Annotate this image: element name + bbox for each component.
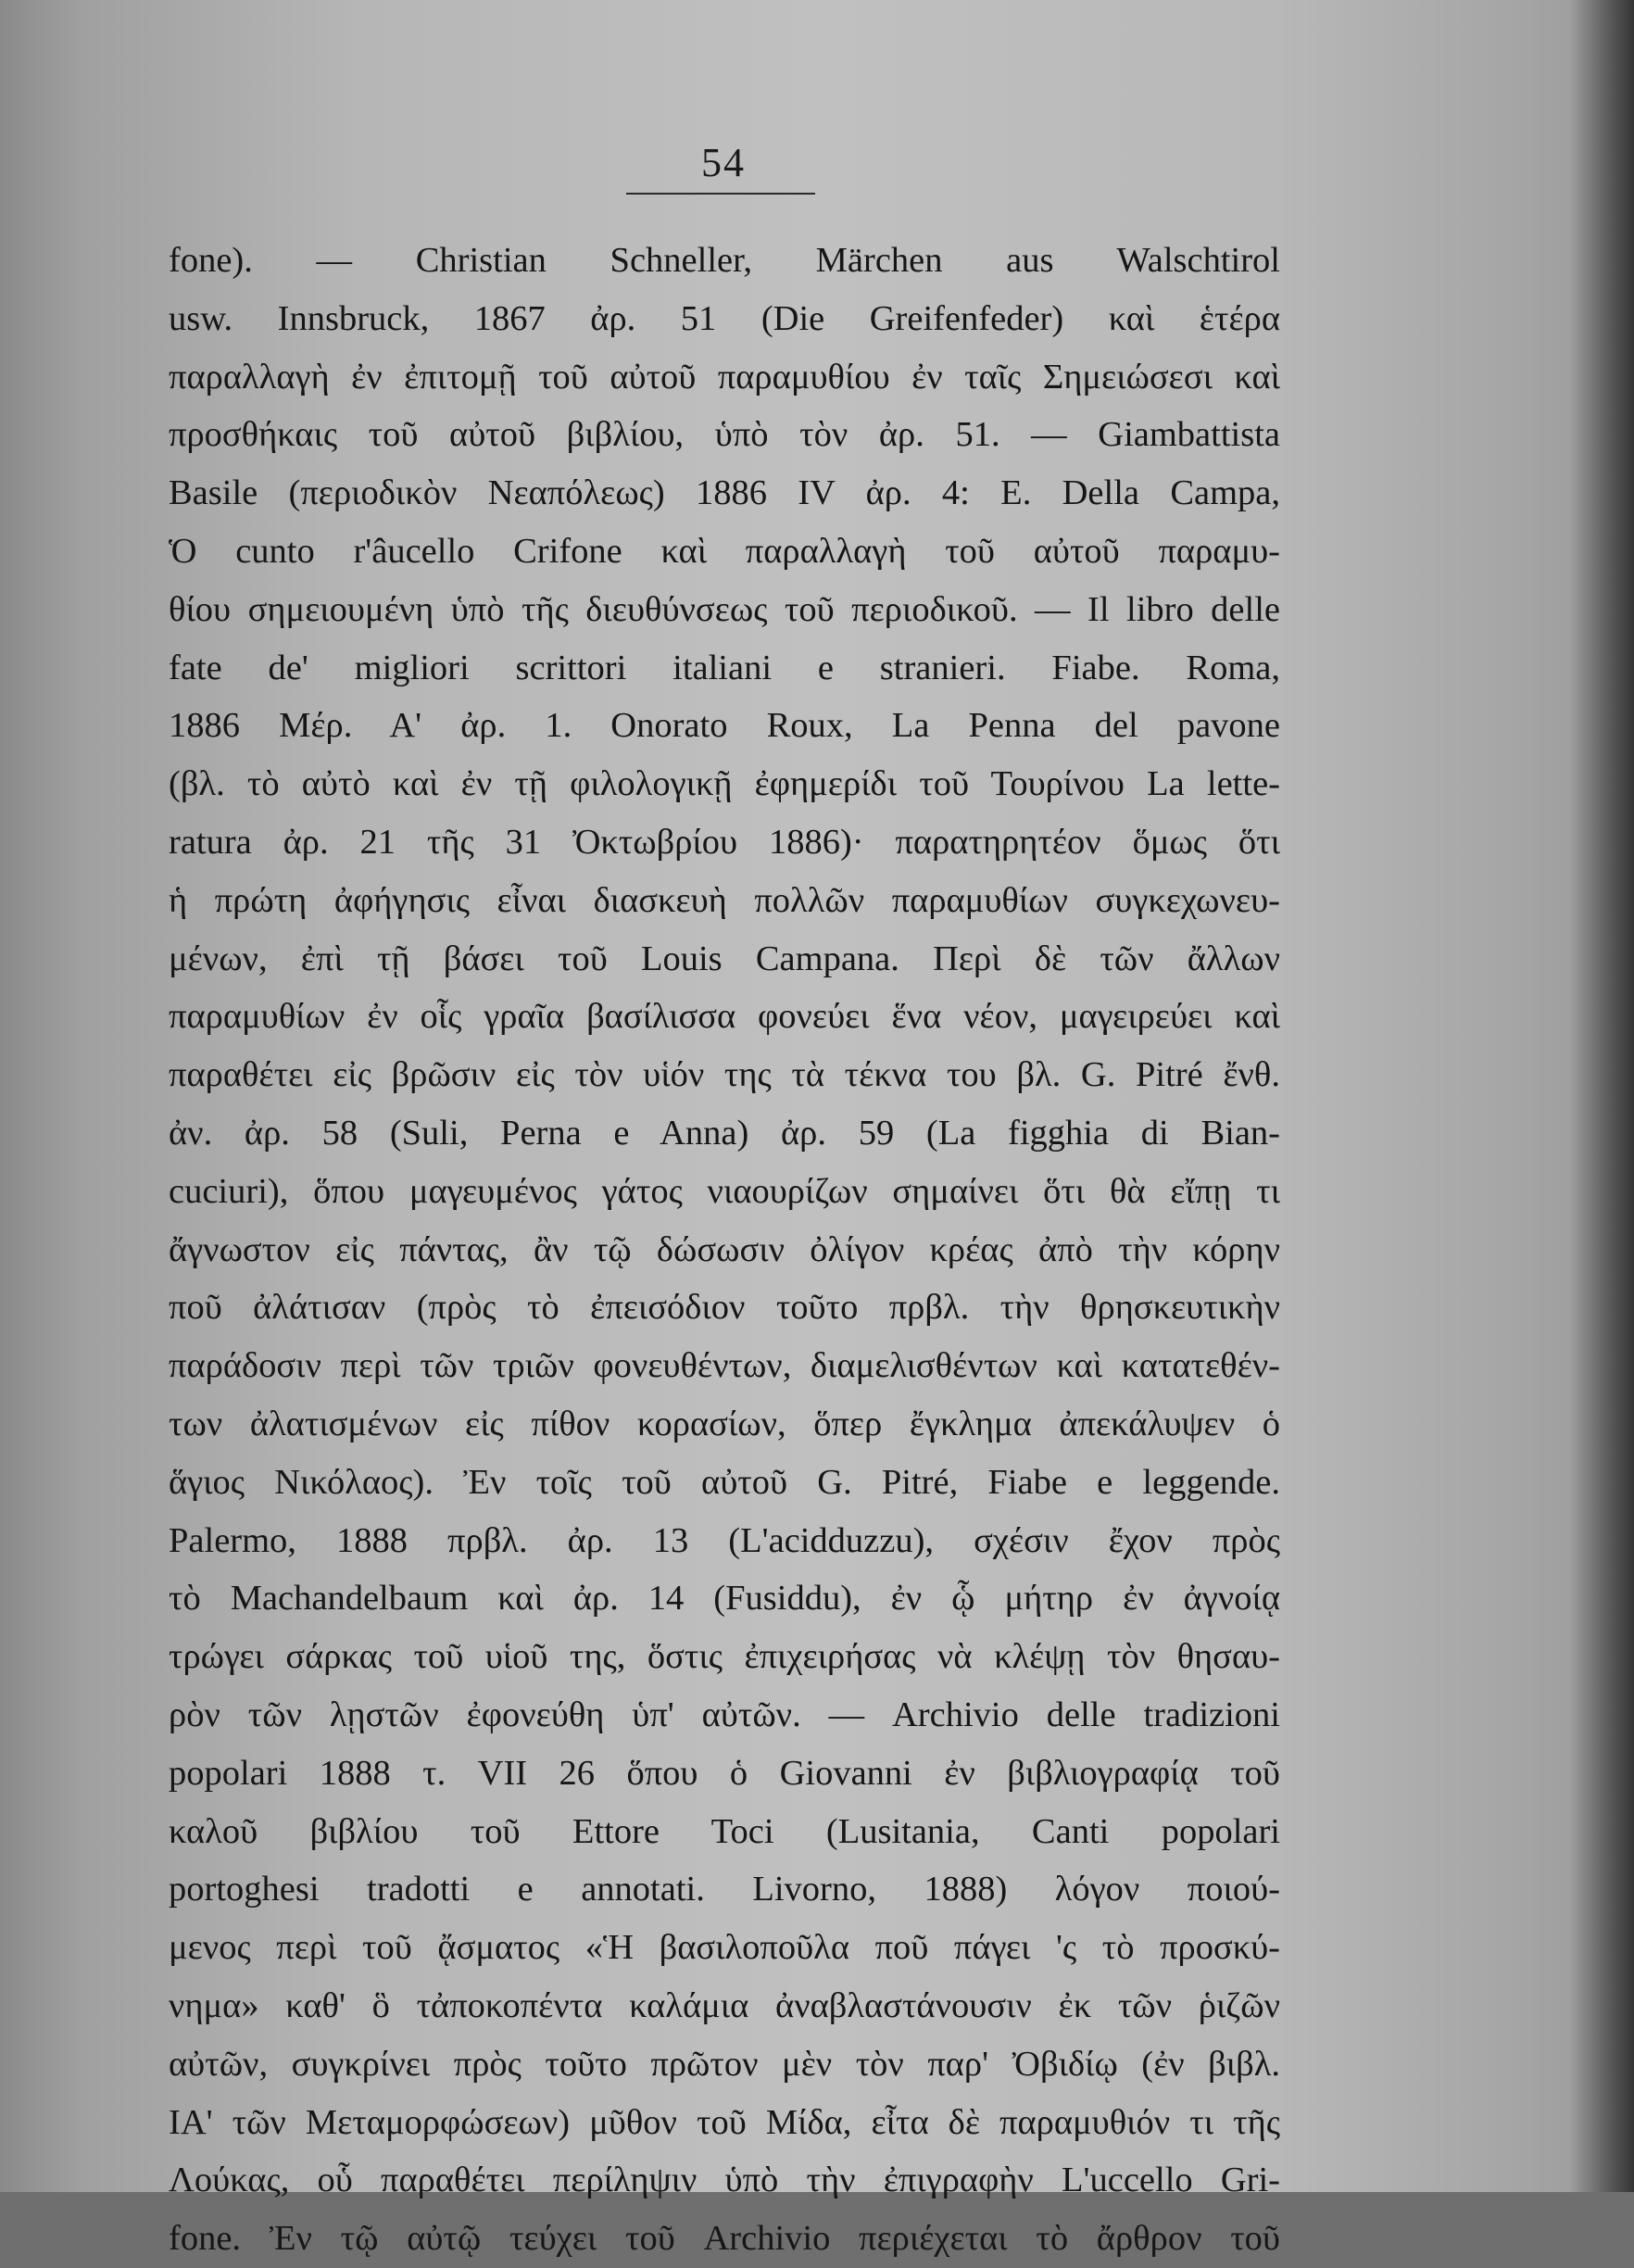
text-line: των ἀλατισμένων εἰς πίθον κορασίων, ὅπερ ἔγκλημα ἀπεκάλυψεν ὁ	[169, 1404, 1280, 1443]
text-line: ἀν. ἀρ. 58 (Suli, Perna e Anna) ἀρ. 59 (La figghia di Bian-	[169, 1113, 1280, 1153]
text-line: usw. Innsbruck, 1867 ἀρ. 51 (Die Greifenfeder) καὶ ἑτέρα	[169, 298, 1280, 338]
text-line: Basile (περιοδικὸν Νεαπόλεως) 1886 IV ἀρ. 4: E. Della Campa,	[169, 473, 1280, 513]
text-line: Ὁ cunto r'âucello Crifone καὶ παραλλαγὴ τοῦ αὐτοῦ παραμυ-	[169, 531, 1280, 571]
text-line: νημα» καθ' ὃ τἀποκοπέντα καλάμια ἀναβλαστάνουσιν ἐκ τῶν ῥιζῶν	[169, 1985, 1280, 2025]
text-line: fone). — Christian Schneller, Märchen aus Walschtirol	[169, 241, 1280, 280]
text-line: μένων, ἐπὶ τῇ βάσει τοῦ Louis Campana. Περὶ δὲ τῶν ἄλλων	[169, 939, 1280, 978]
text-line: παράδοσιν περὶ τῶν τριῶν φονευθέντων, διαμελισθέντων καὶ κατατεθέν-	[169, 1346, 1280, 1386]
page-number: 54	[701, 140, 746, 185]
text-line: fate de' migliori scrittori italiani e stranieri. Fiabe. Roma,	[169, 648, 1280, 687]
text-line: ΙΑ' τῶν Μεταμορφώσεων) μῦθον τοῦ Μίδα, εἶτα δὲ παραμυθιόν τι τῆς	[169, 2102, 1280, 2142]
text-line: popolari 1888 τ. VII 26 ὅπου ὁ Giovanni ἐν βιβλιογραφίᾳ τοῦ	[169, 1753, 1280, 1793]
text-line: παραμυθίων ἐν οἷς γραῖα βασίλισσα φονεύει ἕνα νέον, μαγειρεύει καὶ	[169, 997, 1280, 1037]
text-line: αὐτῶν, συγκρίνει πρὸς τοῦτο πρῶτον μὲν τὸν παρ' Ὀβιδίῳ (ἐν βιβλ.	[169, 2044, 1280, 2084]
text-line: ρὸν τῶν λῃστῶν ἐφονεύθη ὑπ' αὐτῶν. — Archivio delle tradizioni	[169, 1695, 1280, 1734]
text-line: τὸ Machandelbaum καὶ ἀρ. 14 (Fusiddu), ἐν ᾧ μήτηρ ἐν ἀγνοίᾳ	[169, 1579, 1280, 1619]
text-line: 1886 Μέρ. Α' ἀρ. 1. Onorato Roux, La Penna del pavone	[169, 706, 1280, 746]
text-line: ἡ πρώτη ἀφήγησις εἶναι διασκευὴ πολλῶν παραμυθίων συγκεχωνευ-	[169, 880, 1280, 920]
binding-shadow	[1569, 0, 1634, 2192]
page-number-rule	[626, 193, 815, 195]
text-line: fone. Ἐν τῷ αὐτῷ τεύχει τοῦ Archivio περιέχεται τὸ ἄρθρον τοῦ	[169, 2219, 1280, 2259]
text-line: θίου σημειουμένη ὑπὸ τῆς διευθύνσεως τοῦ περιοδικοῦ. — Il libro delle	[169, 589, 1280, 629]
text-line: τρώγει σάρκας τοῦ υἱοῦ της, ὅστις ἐπιχειρήσας νὰ κλέψῃ τὸν θησαυ-	[169, 1637, 1280, 1677]
body-text	[169, 232, 1280, 2268]
text-line: portoghesi tradotti e annotati. Livorno, 1888) λόγον ποιού-	[169, 1870, 1280, 1909]
text-line: Palermo, 1888 πρβλ. ἀρ. 13 (L'acidduzzu), σχέσιν ἔχον πρὸς	[169, 1520, 1280, 1560]
text-line: μενος περὶ τοῦ ᾄσματος «Ἡ βασιλοποῦλα ποῦ πάγει 'ς τὸ προσκύ-	[169, 1928, 1280, 1968]
text-line: Λούκας, οὗ παραθέτει περίληψιν ὑπὸ τὴν ἐπιγραφὴν L'uccello Gri-	[169, 2161, 1280, 2200]
text-line: ποῦ ἀλάτισαν (πρὸς τὸ ἐπεισόδιον τοῦτο πρβλ. τὴν θρησκευτικὴν	[169, 1288, 1280, 1328]
text-line: παραλλαγὴ ἐν ἐπιτομῇ τοῦ αὐτοῦ παραμυθίου ἐν ταῖς Σημειώσεσι καὶ	[169, 357, 1280, 397]
text-line: καλοῦ βιβλίου τοῦ Ettore Toci (Lusitania, Canti popolari	[169, 1811, 1280, 1851]
text-line: cuciuri), ὅπου μαγευμένος γάτος νιαουρίζων σημαίνει ὅτι θὰ εἴπῃ τι	[169, 1171, 1280, 1211]
text-line: προσθήκαις τοῦ αὐτοῦ βιβλίου, ὑπὸ τὸν ἀρ. 51. — Giambattista	[169, 415, 1280, 455]
text-line: ἅγιος Νικόλαος). Ἐν τοῖς τοῦ αὐτοῦ G. Pitré, Fiabe e leggende.	[169, 1462, 1280, 1502]
text-line: (βλ. τὸ αὐτὸ καὶ ἐν τῇ φιλολογικῇ ἐφημερίδι τοῦ Τουρίνου La lette-	[169, 764, 1280, 804]
text-line: ἄγνωστον εἰς πάντας, ἂν τῷ δώσωσιν ὀλίγον κρέας ἀπὸ τὴν κόρην	[169, 1229, 1280, 1269]
text-line: παραθέτει εἰς βρῶσιν εἰς τὸν υἱόν της τὰ τέκνα του βλ. G. Pitré ἔνθ.	[169, 1055, 1280, 1095]
text-line: ratura ἀρ. 21 τῆς 31 Ὀκτωβρίου 1886)· παρατηρητέον ὅμως ὅτι	[169, 822, 1280, 862]
